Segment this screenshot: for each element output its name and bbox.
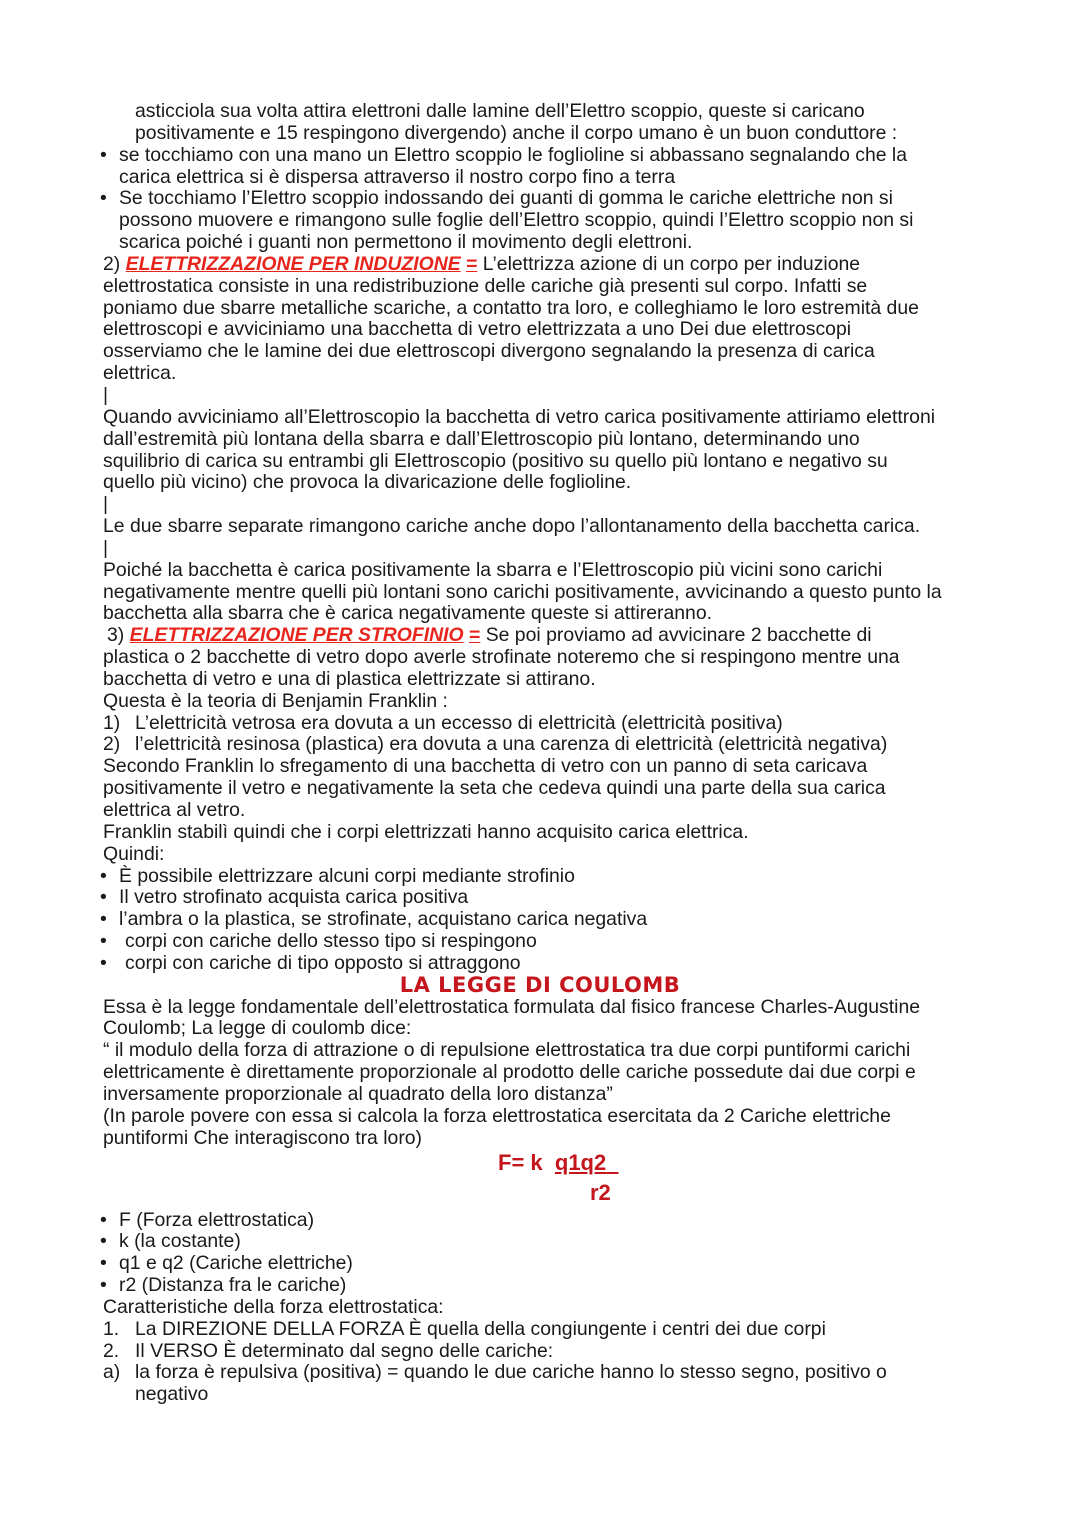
text-line: negativo xyxy=(135,1383,209,1406)
text-line: scarica poiché i guanti non permettono il movimento degli elettroni. xyxy=(119,231,693,254)
numbered-item: 2. Il VERSO È determinato dal segno delle cariche: xyxy=(103,1339,554,1362)
text-line: negativamente mentre quelli più lontani sono carichi positivamente, avvicinando a questo punto la xyxy=(103,580,942,603)
list-item: • Se tocchiamo l’Elettro scoppio indossando dei guanti di gomma le cariche elettriche non si xyxy=(100,187,893,210)
text-line: elettrica al vetro. xyxy=(103,799,246,821)
text-line: osserviamo che le lamine dei due elettroscopi divergono segnalando la presenza di carica xyxy=(103,340,875,363)
list-item: • corpi con cariche dello stesso tipo si respingono xyxy=(100,930,537,953)
text-line: dall’estremità più lontana della sbarra e dall’Elettroscopio più lontano, determinando uno xyxy=(103,427,860,450)
bullet-icon: • xyxy=(100,187,107,210)
list-item: • F (Forza elettrostatica) xyxy=(100,1208,315,1231)
text-line: Questa è la teoria di Benjamin Franklin : xyxy=(103,689,448,712)
section-3-title-line: 3) ELETTRIZZAZIONE PER STROFINIO = Se poi proviamo ad avvicinare 2 bacchette di xyxy=(107,624,872,647)
text-line: bacchetta di vetro e una di plastica elettrizzate si attirano. xyxy=(103,667,596,690)
text-line: poniamo due sbarre metalliche scariche, a contatto tra loro, e colleghiamo le loro estremità due xyxy=(103,296,919,319)
text-line: asticciola sua volta attira elettroni dalle lamine dell’Elettro scoppio, queste si caricano xyxy=(135,100,865,122)
text-line: positivamente il vetro e negativamente la seta che cedeva quindi una parte della sua carica xyxy=(103,777,886,800)
bullet-icon: • xyxy=(100,864,107,887)
text-line: Le due sbarre separate rimangono cariche anche dopo l’allontanamento della bacchetta carica. xyxy=(103,515,921,538)
section-3-title: ELETTRIZZAZIONE PER STROFINIO xyxy=(129,624,464,647)
list-item: • q1 e q2 (Cariche elettriche) xyxy=(100,1252,353,1275)
text-line: “ il modulo della forza di attrazione o di repulsione elettrostatica tra due corpi puntiformi carichi xyxy=(103,1039,911,1062)
bullet-icon: • xyxy=(100,1230,107,1253)
numbered-item: a) la forza è repulsiva (positiva) = quando le due cariche hanno lo stesso segno, positivo o xyxy=(103,1361,887,1384)
text-line: Franklin stabilì quindi che i corpi elettrizzati hanno acquisito carica elettrica. xyxy=(103,820,749,843)
list-item: • l’ambra o la plastica, se strofinate, acquistano carica negativa xyxy=(100,908,648,931)
bullet-icon: • xyxy=(100,1274,107,1297)
text-line: quello più vicino) che provoca la divaricazione delle foglioline. xyxy=(103,471,632,494)
text-line: Essa è la legge fondamentale dell’elettrostatica formulata dal fisico francese Charles-Augustine xyxy=(103,995,921,1018)
text-line: elettrica. xyxy=(103,362,177,385)
text-line: Poiché la bacchetta è carica positivamente la sbarra e l’Elettroscopio più vicini sono carichi xyxy=(103,558,883,581)
separator-pipe: | xyxy=(103,493,109,516)
text-line: inversamente proporzionale al quadrato della loro distanza” xyxy=(103,1082,613,1105)
list-item: • Il vetro strofinato acquista carica positiva xyxy=(100,886,469,909)
separator-pipe: | xyxy=(103,383,109,406)
formula-numerator: q1q2 xyxy=(554,1149,607,1175)
formula-denominator: r2 xyxy=(590,1179,611,1205)
text-line: elettroscopi e avviciniamo una bacchetta di vetro elettrizzata a uno Dei due elettroscopi xyxy=(103,318,852,341)
text-line: Quando avviciniamo all’Elettroscopio la bacchetta di vetro carica positivamente attiriamo elettroni xyxy=(103,405,936,428)
list-item: • corpi con cariche di tipo opposto si attraggono xyxy=(100,951,521,974)
text-line: elettrostatica consiste in una redistribuzione delle cariche già presenti sul corpo. Infatti se xyxy=(103,274,868,297)
text-line: possono muovere e rimangono sulle foglie dell’Elettro scoppio, quindi l’Elettro scoppio non si xyxy=(119,209,914,232)
text-line: Quindi: xyxy=(103,842,165,865)
numbered-item: 1) L’elettricità vetrosa era dovuta a un eccesso di elettricità (elettricità positiva) xyxy=(103,711,783,734)
list-item: • r2 (Distanza fra le cariche) xyxy=(100,1274,347,1297)
text-line: plastica o 2 bacchette di vetro dopo averle strofinate noteremo che si respingono mentre una xyxy=(103,646,900,669)
bullet-icon: • xyxy=(100,1208,107,1231)
bullet-icon: • xyxy=(100,1252,107,1275)
section-2-title-line: 2) ELETTRIZZAZIONE PER INDUZIONE = L’elettrizza azione di un corpo per induzione xyxy=(103,252,861,275)
bullet-icon: • xyxy=(100,930,107,953)
formula-left: F= k xyxy=(498,1149,543,1175)
separator-pipe: | xyxy=(103,536,109,559)
coulomb-heading: LA LEGGE DI COULOMB xyxy=(399,972,681,997)
text-line: positivamente e 15 respingono divergendo) anche il corpo umano è un buon conduttore : xyxy=(135,121,898,144)
section-2-title: ELETTRIZZAZIONE PER INDUZIONE xyxy=(125,252,461,275)
text-line: puntiformi Che interagiscono tra loro) xyxy=(103,1126,423,1149)
coulomb-formula xyxy=(0,1150,1080,1210)
text-line: Secondo Franklin lo sfregamento di una bacchetta di vetro con un panno di seta caricava xyxy=(103,755,868,778)
text-line: (In parole povere con essa si calcola la forza elettrostatica esercitata da 2 Cariche elettriche xyxy=(103,1104,891,1127)
numbered-item: 1. La DIREZIONE DELLA FORZA È quella della congiungente i centri dei due corpi xyxy=(103,1317,826,1340)
bullet-icon: • xyxy=(100,886,107,909)
list-item: • k (la costante) xyxy=(100,1230,241,1253)
numbered-item: 2) l’elettricità resinosa (plastica) era dovuta a una carenza di elettricità (elettricità negativa) xyxy=(103,733,888,756)
text-line: Coulomb; La legge di coulomb dice: xyxy=(103,1017,412,1040)
text-line: squilibrio di carica su entrambi gli Elettroscopio (positivo su quello più lontano e negativo su xyxy=(103,449,888,472)
bullet-icon: • xyxy=(100,143,107,166)
bullet-icon: • xyxy=(100,951,107,974)
text-line: carica elettrica si è dispersa attraverso il nostro corpo fino a terra xyxy=(119,165,676,188)
text-line: Caratteristiche della forza elettrostatica: xyxy=(103,1295,444,1318)
text-line: elettricamente è direttamente proporzionale al prodotto delle cariche possedute dai due corpi e xyxy=(103,1061,916,1084)
list-item: • se tocchiamo con una mano un Elettro scoppio le foglioline si abbassano segnalando che la xyxy=(100,143,907,166)
document-body xyxy=(0,101,1080,1406)
bullet-icon: • xyxy=(100,908,107,931)
text-line: bacchetta alla sbarra che è carica negativamente queste si attireranno. xyxy=(103,602,713,625)
list-item: • È possibile elettrizzare alcuni corpi mediante strofinio xyxy=(100,864,575,887)
